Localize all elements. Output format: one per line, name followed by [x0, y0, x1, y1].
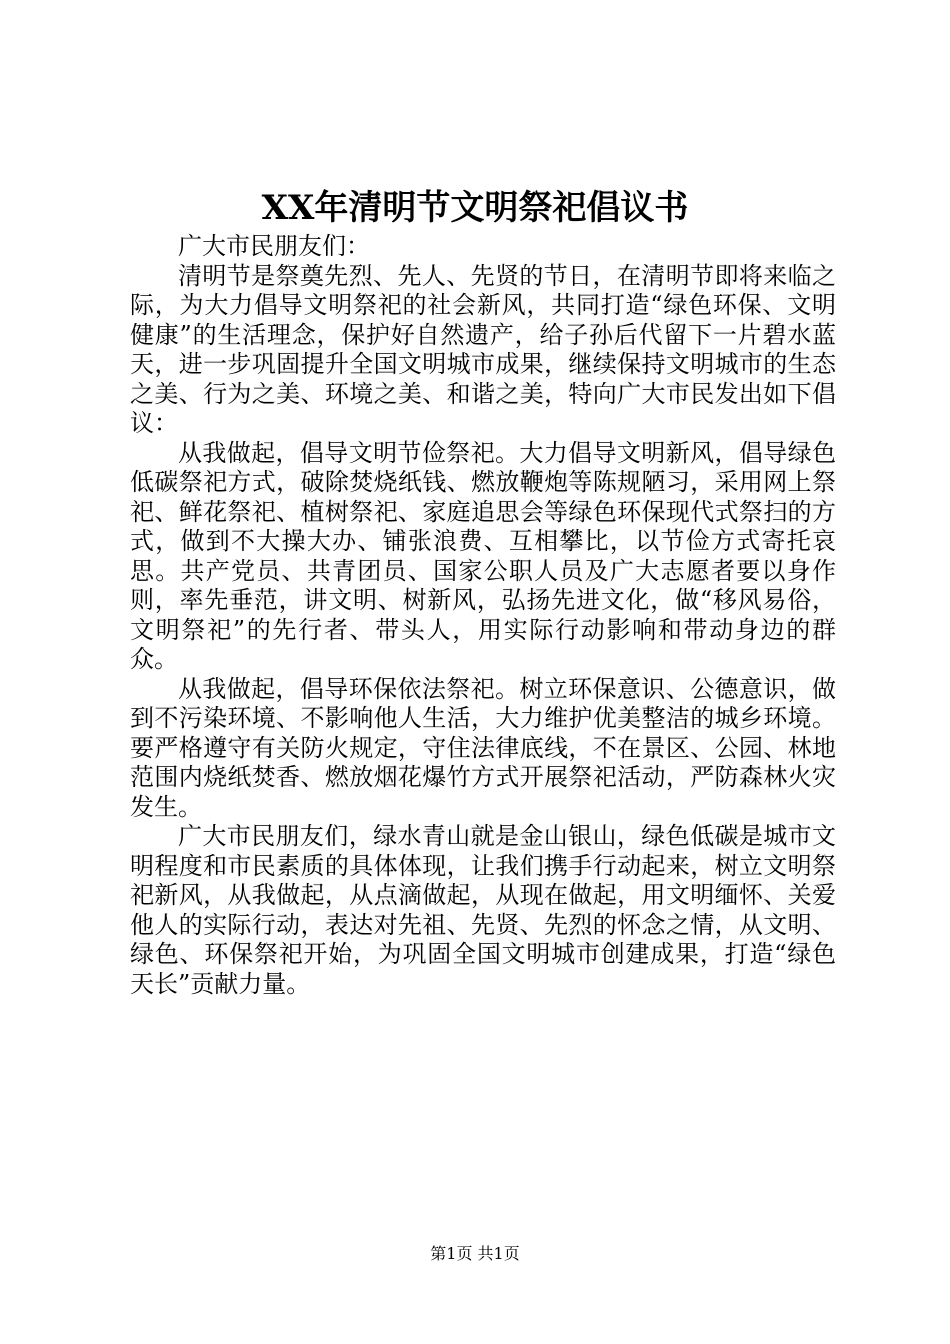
document-title: XX年清明节文明祭祀倡议书	[261, 188, 689, 228]
document-body	[130, 232, 836, 999]
paragraph-intro: 清明节是祭奠先烈、先人、先贤的节日，在清明节即将来临之际，为大力倡导文明祭祀的社会新风，共同打造“绿色环保、文明健康”的生活理念，保护好自然遗产，给子孙后代留下一片碧水蓝天，进一步巩固提升全国文明城市成果，继续保持文明城市的生态之美、行为之美、环境之美、和谐之美，特向广大市民发出如下倡议：	[130, 261, 836, 437]
paragraph-frugal-sacrifice: 从我做起，倡导文明节俭祭祀。大力倡导文明新风，倡导绿色低碳祭祀方式，破除焚烧纸钱、燃放鞭炮等陈规陋习，采用网上祭祀、鲜花祭祀、植树祭祀、家庭追思会等绿色环保现代式祭扫的方式，做到不大操大办、铺张浪费、互相攀比，以节俭方式寄托哀思。共产党员、共青团员、国家公职人员及广大志愿者要以身作则，率先垂范，讲文明、树新风，弘扬先进文化，做“移风易俗，文明祭祀”的先行者、带头人，用实际行动影响和带动身边的群众。	[130, 438, 836, 673]
paragraph-closing: 广大市民朋友们，绿水青山就是金山银山，绿色低碳是城市文明程度和市民素质的具体体现，让我们携手行动起来，树立文明祭祀新风，从我做起，从点滴做起，从现在做起，用文明缅怀、关爱他人的实际行动，表达对先祖、先贤、先烈的怀念之情，从文明、绿色、环保祭祀开始，为巩固全国文明城市创建成果，打造“绿色天长”贡献力量。	[130, 822, 836, 998]
paragraph-eco-legal-sacrifice: 从我做起，倡导环保依法祭祀。树立环保意识、公德意识，做到不污染环境、不影响他人生活，大力维护优美整洁的城乡环境。要严格遵守有关防火规定，守住法律底线，不在景区、公园、林地范围内烧纸焚香、燃放烟花爆竹方式开展祭祀活动，严防森林火灾发生。	[130, 674, 836, 821]
salutation: 广大市民朋友们：	[178, 232, 370, 260]
page-number-footer: 第1页 共1页	[430, 1244, 520, 1263]
